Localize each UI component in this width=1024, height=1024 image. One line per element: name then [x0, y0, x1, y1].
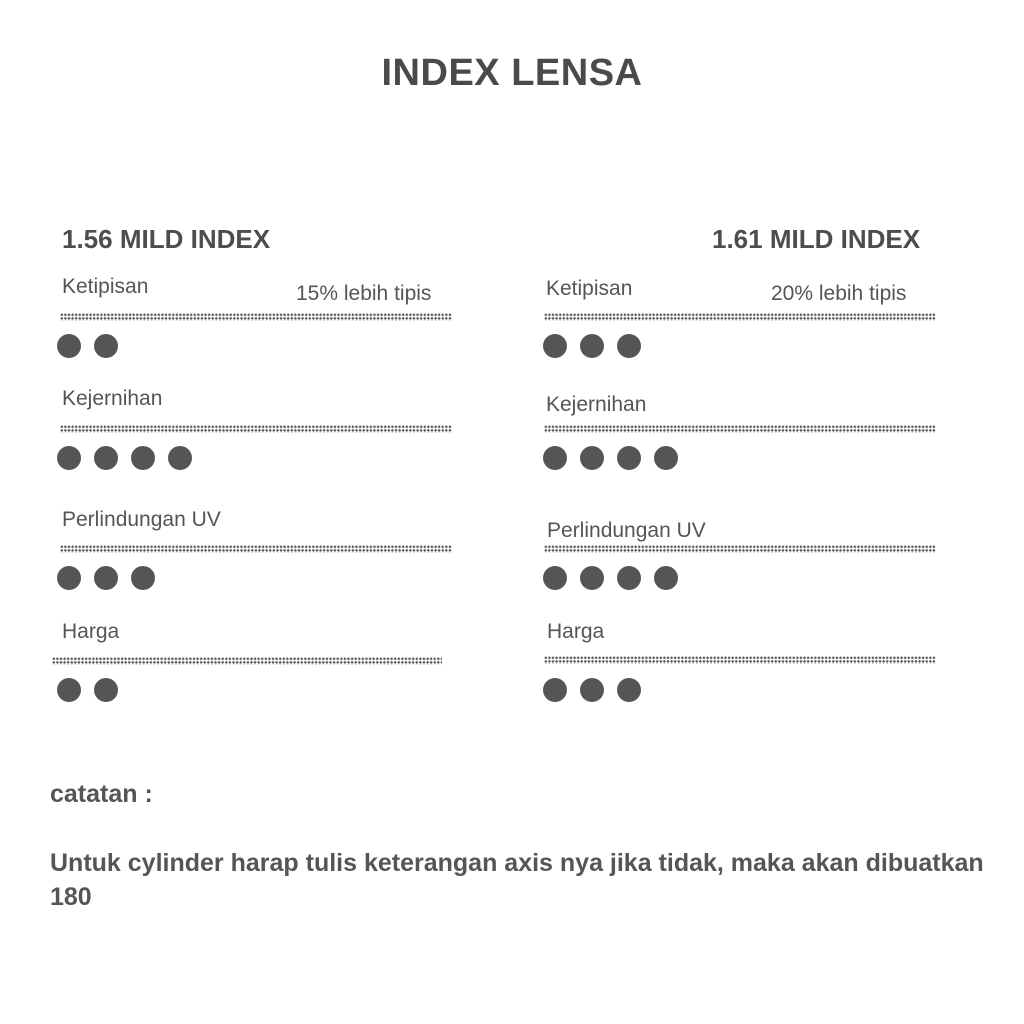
rating-dot: [57, 334, 81, 358]
page-title: INDEX LENSA: [381, 52, 643, 94]
rating-dot: [580, 446, 604, 470]
rating-dot: [580, 334, 604, 358]
rating-dot: [543, 566, 567, 590]
rating-dots-harga: [57, 678, 118, 702]
dotted-divider: [544, 425, 936, 433]
rating-dot: [131, 446, 155, 470]
rating-dot: [94, 334, 118, 358]
attr-note-ketipisan: 20% lebih tipis: [771, 282, 907, 305]
dotted-divider: [544, 656, 936, 664]
dotted-divider: [52, 657, 442, 665]
rating-dot: [543, 446, 567, 470]
attr-label-ketipisan: Ketipisan: [62, 275, 149, 298]
dotted-divider: [60, 545, 452, 553]
note-heading: catatan :: [50, 780, 153, 808]
rating-dot: [617, 678, 641, 702]
dotted-divider: [544, 313, 936, 321]
rating-dot: [131, 566, 155, 590]
attr-label-harga: Harga: [547, 620, 605, 643]
rating-dot: [94, 566, 118, 590]
attr-label-harga: Harga: [62, 620, 120, 643]
rating-dots-ketipisan: [543, 334, 641, 358]
rating-dot: [94, 446, 118, 470]
dotted-divider: [60, 313, 452, 321]
rating-dot: [580, 566, 604, 590]
rating-dot: [580, 678, 604, 702]
rating-dot: [57, 566, 81, 590]
rating-dot: [617, 334, 641, 358]
rating-dot: [57, 446, 81, 470]
lens-name-161: 1.61 MILD INDEX: [712, 224, 921, 254]
rating-dots-kejernihan: [57, 446, 192, 470]
rating-dots-perlindungan-uv: [57, 566, 155, 590]
rating-dots-ketipisan: [57, 334, 118, 358]
attr-label-perlindungan-uv: Perlindungan UV: [62, 508, 221, 531]
rating-dot: [654, 446, 678, 470]
dotted-divider: [60, 425, 452, 433]
attr-note-ketipisan: 15% lebih tipis: [296, 282, 432, 305]
attr-label-ketipisan: Ketipisan: [546, 277, 633, 300]
rating-dots-kejernihan: [543, 446, 678, 470]
rating-dot: [543, 678, 567, 702]
rating-dot: [168, 446, 192, 470]
rating-dot: [57, 678, 81, 702]
note-text: Untuk cylinder harap tulis keterangan axis nya jika tidak, maka akan dibuatkan 180: [50, 849, 984, 911]
rating-dots-perlindungan-uv: [543, 566, 678, 590]
attr-label-kejernihan: Kejernihan: [546, 393, 647, 416]
dotted-divider: [544, 545, 936, 553]
rating-dot: [94, 678, 118, 702]
attr-label-perlindungan-uv: Perlindungan UV: [547, 519, 706, 542]
rating-dot: [617, 446, 641, 470]
lens-name-156: 1.56 MILD INDEX: [62, 224, 271, 254]
rating-dot: [617, 566, 641, 590]
rating-dot: [543, 334, 567, 358]
rating-dots-harga: [543, 678, 641, 702]
attr-label-kejernihan: Kejernihan: [62, 387, 163, 410]
rating-dot: [654, 566, 678, 590]
